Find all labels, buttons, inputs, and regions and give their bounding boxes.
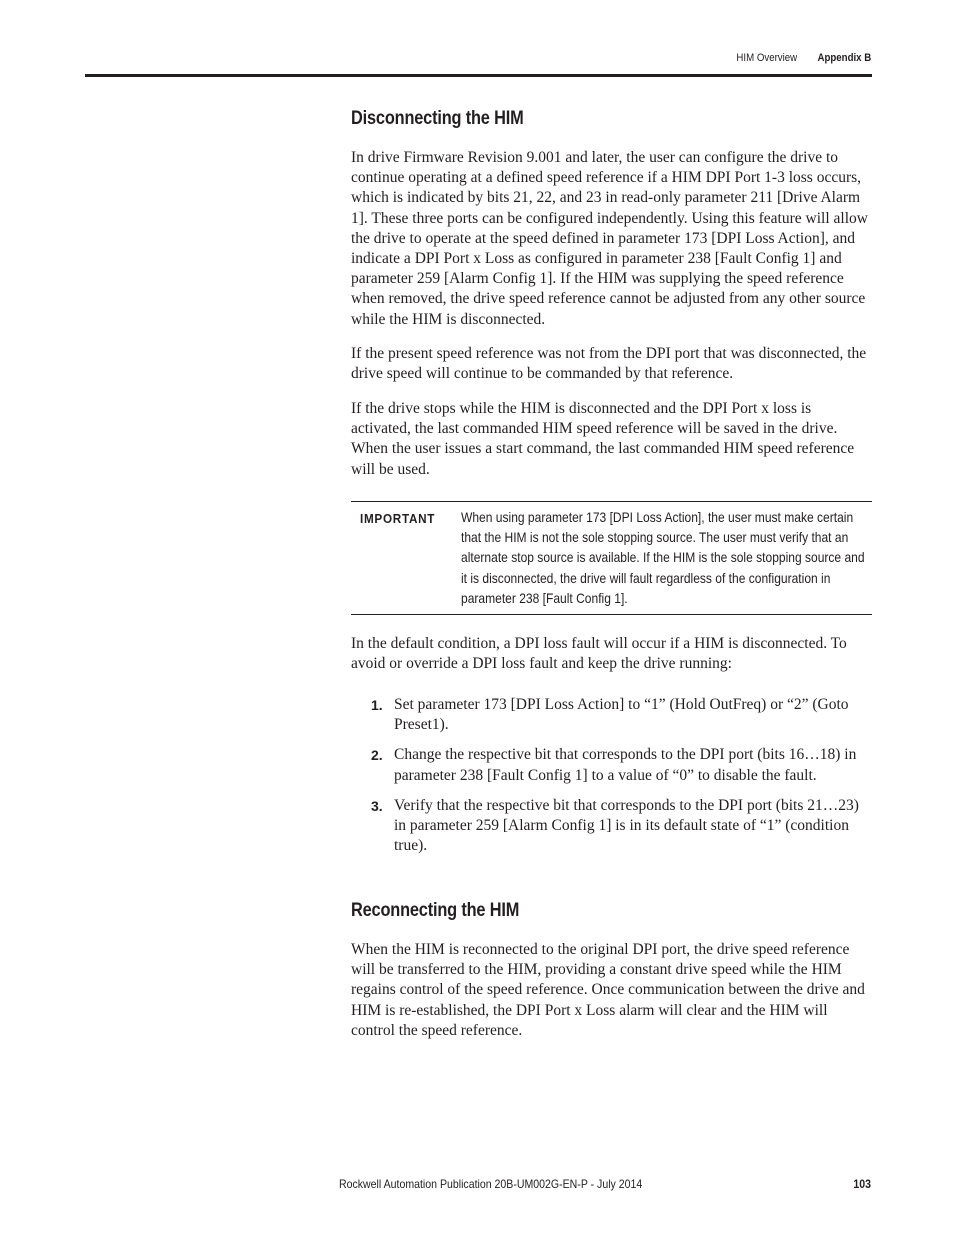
section-title: Disconnecting the HIM bbox=[351, 108, 524, 129]
section-title: Reconnecting the HIM bbox=[351, 900, 520, 921]
running-header bbox=[736, 52, 871, 64]
paragraph-text: If the drive stops while the HIM is disconnected and the DPI Port x loss is activated, the last commanded HIM speed reference will be saved in the drive. When the user issues a start command, the last commanded HIM speed reference will be used. bbox=[351, 400, 855, 478]
list-item bbox=[351, 745, 872, 785]
paragraph-text: If the present speed reference was not from the DPI port that was disconnected, the drive speed will continue to be commanded by that reference. bbox=[351, 345, 867, 383]
important-label: IMPORTANT bbox=[360, 511, 436, 526]
paragraph-text: When the HIM is reconnected to the original DPI port, the drive speed reference will be transferred to the HIM, providing a constant drive speed while the HIM regains control of the speed reference. Once communication between the drive and HIM is re-established, the DPI Port x Loss alarm will clear and the HIM will control the speed reference. bbox=[351, 941, 865, 1039]
page-number: 103 bbox=[853, 1177, 871, 1191]
step-text: Verify that the respective bit that corresponds to the DPI port (bits 21…23) in parameter 259 [Alarm Config 1] is in its default state of “1” (condition true). bbox=[394, 796, 859, 855]
list-item bbox=[351, 695, 872, 735]
footer-publication: Rockwell Automation Publication 20B-UM002G-EN-P - July 2014 bbox=[339, 1177, 643, 1191]
step-number: 1. bbox=[371, 697, 383, 713]
step-number: 2. bbox=[371, 747, 383, 764]
body-paragraph bbox=[351, 634, 872, 674]
important-text: When using parameter 173 [DPI Loss Action], the user must make certain that the HIM is not the sole stopping source. The user must verify that an alternate stop source is available. If the HIM is the sole stopping source and it is disconnected, the drive will fault regardless of the configuration in parameter 238 [Fault Config 1]. bbox=[461, 509, 865, 606]
body-paragraph bbox=[351, 940, 872, 1041]
body-paragraph bbox=[351, 148, 872, 330]
body-paragraph bbox=[351, 344, 872, 384]
important-note bbox=[351, 501, 872, 615]
header-appendix-label: Appendix B bbox=[817, 52, 871, 64]
header-section-title: HIM Overview bbox=[736, 52, 797, 64]
paragraph-text: In drive Firmware Revision 9.001 and later, the user can configure the drive to continue operating at a defined speed reference if a HIM DPI Port 1-3 loss occurs, which is indicated by bits 21, 22, and 23 in read-only parameter 211 [Drive Alarm 1]. These three ports can be configured independently. Using this feature will allow the drive to operate at the speed defined in parameter 173 [DPI Loss Action], and indicate a DPI Port x Loss as configured in parameter 238 [Fault Config 1] and parameter 259 [Alarm Config 1]. If the HIM was supplying the speed reference when removed, the drive speed reference cannot be adjusted from any other source while the HIM is disconnected. bbox=[351, 149, 868, 328]
paragraph-text: In the default condition, a DPI loss fault will occur if a HIM is disconnected. To avoid or override a DPI loss fault and keep the drive running: bbox=[351, 635, 847, 673]
list-item bbox=[351, 796, 872, 857]
step-text: Change the respective bit that corresponds to the DPI port (bits 16…18) in parameter 238 [Fault Config 1] to a value of “0” to disable the fault. bbox=[394, 746, 857, 784]
header-rule bbox=[85, 74, 872, 77]
body-paragraph bbox=[351, 399, 872, 480]
section-heading-reconnecting bbox=[351, 900, 872, 922]
numbered-steps bbox=[351, 695, 872, 866]
section-heading-disconnecting bbox=[351, 108, 872, 130]
step-text: Set parameter 173 [DPI Loss Action] to “1” (Hold OutFreq) or “2” (Goto Preset1). bbox=[394, 696, 849, 734]
step-number: 3. bbox=[371, 797, 383, 814]
